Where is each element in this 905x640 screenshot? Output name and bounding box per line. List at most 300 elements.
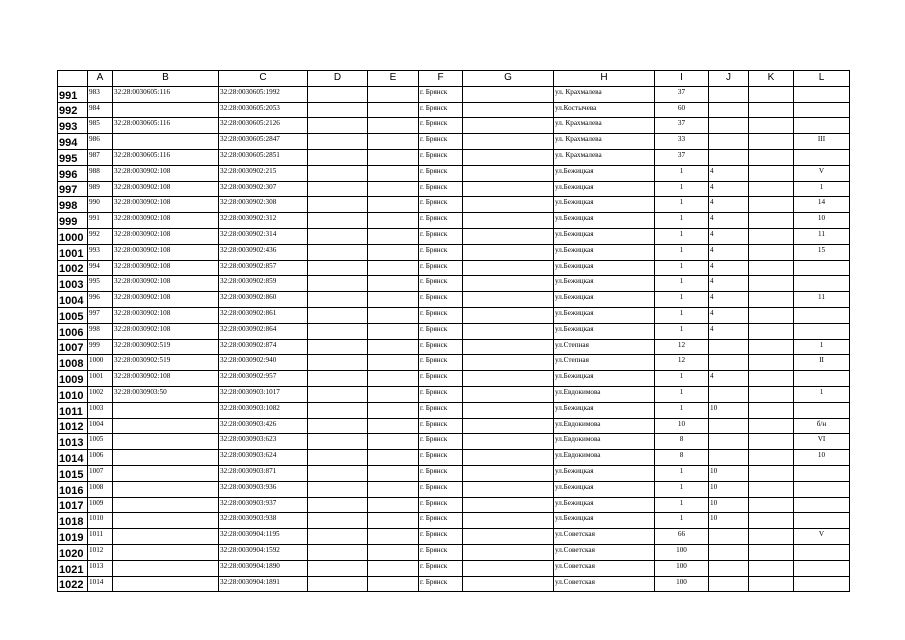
cell-j[interactable]: [709, 102, 749, 118]
cell-l[interactable]: [794, 560, 850, 576]
cell-c[interactable]: 32:28:0030605:2126: [219, 118, 308, 134]
cell-e[interactable]: [368, 181, 419, 197]
cell-g[interactable]: [463, 450, 554, 466]
cell-i[interactable]: 10: [655, 418, 709, 434]
cell-j[interactable]: 10: [709, 481, 749, 497]
row-number[interactable]: 997: [58, 181, 88, 197]
cell-d[interactable]: [308, 560, 368, 576]
cell-f[interactable]: г. Брянск: [419, 102, 463, 118]
column-header-f[interactable]: F: [419, 71, 463, 87]
cell-b[interactable]: 32:28:0030902:108: [113, 228, 219, 244]
cell-i[interactable]: 1: [655, 497, 709, 513]
cell-e[interactable]: [368, 418, 419, 434]
cell-i[interactable]: 8: [655, 434, 709, 450]
cell-g[interactable]: [463, 576, 554, 592]
column-header-d[interactable]: D: [308, 71, 368, 87]
cell-h[interactable]: ул.Бежицкая: [554, 292, 655, 308]
cell-i[interactable]: 100: [655, 560, 709, 576]
cell-d[interactable]: [308, 386, 368, 402]
cell-h[interactable]: ул.Бежицкая: [554, 371, 655, 387]
row-number[interactable]: 1009: [58, 371, 88, 387]
cell-l[interactable]: 1: [794, 386, 850, 402]
cell-k[interactable]: [749, 213, 794, 229]
row-number[interactable]: 1014: [58, 450, 88, 466]
cell-e[interactable]: [368, 576, 419, 592]
column-header-l[interactable]: L: [794, 71, 850, 87]
cell-d[interactable]: [308, 544, 368, 560]
row-number[interactable]: 1012: [58, 418, 88, 434]
cell-h[interactable]: ул.Советская: [554, 576, 655, 592]
cell-b[interactable]: [113, 402, 219, 418]
cell-l[interactable]: II: [794, 355, 850, 371]
cell-f[interactable]: г. Брянск: [419, 228, 463, 244]
cell-a[interactable]: 986: [88, 134, 113, 150]
row-number[interactable]: 1000: [58, 228, 88, 244]
cell-i[interactable]: 1: [655, 181, 709, 197]
column-header-j[interactable]: J: [709, 71, 749, 87]
cell-f[interactable]: г. Брянск: [419, 260, 463, 276]
cell-i[interactable]: 1: [655, 465, 709, 481]
cell-c[interactable]: 32:28:0030902:857: [219, 260, 308, 276]
cell-e[interactable]: [368, 213, 419, 229]
cell-e[interactable]: [368, 386, 419, 402]
cell-a[interactable]: 995: [88, 276, 113, 292]
cell-b[interactable]: 32:28:0030902:108: [113, 181, 219, 197]
cell-j[interactable]: 10: [709, 402, 749, 418]
cell-a[interactable]: 1011: [88, 529, 113, 545]
cell-e[interactable]: [368, 228, 419, 244]
cell-i[interactable]: 1: [655, 386, 709, 402]
cell-i[interactable]: 1: [655, 402, 709, 418]
cell-c[interactable]: 32:28:0030902:215: [219, 165, 308, 181]
cell-f[interactable]: г. Брянск: [419, 86, 463, 102]
cell-a[interactable]: 1008: [88, 481, 113, 497]
cell-j[interactable]: [709, 418, 749, 434]
cell-j[interactable]: [709, 86, 749, 102]
cell-d[interactable]: [308, 292, 368, 308]
cell-h[interactable]: ул.Бежицкая: [554, 402, 655, 418]
cell-f[interactable]: г. Брянск: [419, 386, 463, 402]
cell-a[interactable]: 1007: [88, 465, 113, 481]
row-number[interactable]: 1008: [58, 355, 88, 371]
cell-d[interactable]: [308, 513, 368, 529]
cell-g[interactable]: [463, 529, 554, 545]
cell-j[interactable]: 4: [709, 197, 749, 213]
cell-j[interactable]: 4: [709, 323, 749, 339]
cell-c[interactable]: 32:28:0030902:957: [219, 371, 308, 387]
cell-e[interactable]: [368, 197, 419, 213]
cell-i[interactable]: 1: [655, 292, 709, 308]
cell-l[interactable]: [794, 544, 850, 560]
cell-f[interactable]: г. Брянск: [419, 513, 463, 529]
cell-h[interactable]: ул. Крахмалева: [554, 134, 655, 150]
cell-c[interactable]: 32:28:0030902:860: [219, 292, 308, 308]
cell-c[interactable]: 32:28:0030903:1082: [219, 402, 308, 418]
cell-h[interactable]: ул.Бежицкая: [554, 465, 655, 481]
cell-b[interactable]: [113, 450, 219, 466]
cell-f[interactable]: г. Брянск: [419, 576, 463, 592]
cell-h[interactable]: ул.Бежицкая: [554, 323, 655, 339]
cell-c[interactable]: 32:28:0030904:1592: [219, 544, 308, 560]
cell-j[interactable]: [709, 386, 749, 402]
cell-e[interactable]: [368, 481, 419, 497]
cell-l[interactable]: [794, 307, 850, 323]
cell-a[interactable]: 988: [88, 165, 113, 181]
cell-i[interactable]: 1: [655, 197, 709, 213]
cell-i[interactable]: 1: [655, 260, 709, 276]
cell-e[interactable]: [368, 276, 419, 292]
cell-c[interactable]: 32:28:0030903:426: [219, 418, 308, 434]
cell-e[interactable]: [368, 86, 419, 102]
row-number[interactable]: 996: [58, 165, 88, 181]
cell-a[interactable]: 989: [88, 181, 113, 197]
cell-b[interactable]: 32:28:0030902:108: [113, 276, 219, 292]
cell-k[interactable]: [749, 465, 794, 481]
cell-b[interactable]: 32:28:0030902:108: [113, 292, 219, 308]
row-number[interactable]: 1020: [58, 544, 88, 560]
cell-h[interactable]: ул.Евдокимова: [554, 434, 655, 450]
cell-b[interactable]: [113, 576, 219, 592]
cell-i[interactable]: 100: [655, 576, 709, 592]
cell-h[interactable]: ул.Евдокимова: [554, 386, 655, 402]
cell-k[interactable]: [749, 181, 794, 197]
row-number[interactable]: 1004: [58, 292, 88, 308]
cell-b[interactable]: 32:28:0030605:116: [113, 86, 219, 102]
cell-a[interactable]: 998: [88, 323, 113, 339]
cell-a[interactable]: 1012: [88, 544, 113, 560]
cell-e[interactable]: [368, 402, 419, 418]
cell-e[interactable]: [368, 355, 419, 371]
cell-l[interactable]: III: [794, 134, 850, 150]
cell-l[interactable]: 14: [794, 197, 850, 213]
cell-l[interactable]: [794, 371, 850, 387]
cell-b[interactable]: [113, 102, 219, 118]
cell-k[interactable]: [749, 544, 794, 560]
cell-e[interactable]: [368, 244, 419, 260]
cell-l[interactable]: [794, 481, 850, 497]
row-number[interactable]: 1011: [58, 402, 88, 418]
cell-f[interactable]: г. Брянск: [419, 371, 463, 387]
cell-a[interactable]: 996: [88, 292, 113, 308]
cell-h[interactable]: ул.Бежицкая: [554, 260, 655, 276]
cell-d[interactable]: [308, 134, 368, 150]
cell-j[interactable]: 4: [709, 228, 749, 244]
cell-h[interactable]: ул.Бежицкая: [554, 165, 655, 181]
cell-c[interactable]: 32:28:0030902:864: [219, 323, 308, 339]
cell-j[interactable]: 4: [709, 276, 749, 292]
cell-d[interactable]: [308, 260, 368, 276]
cell-g[interactable]: [463, 134, 554, 150]
cell-h[interactable]: ул.Советская: [554, 529, 655, 545]
cell-i[interactable]: 66: [655, 529, 709, 545]
cell-j[interactable]: [709, 149, 749, 165]
cell-g[interactable]: [463, 228, 554, 244]
cell-d[interactable]: [308, 465, 368, 481]
cell-e[interactable]: [368, 450, 419, 466]
cell-j[interactable]: [709, 355, 749, 371]
cell-e[interactable]: [368, 529, 419, 545]
cell-f[interactable]: г. Брянск: [419, 181, 463, 197]
cell-f[interactable]: г. Брянск: [419, 213, 463, 229]
cell-j[interactable]: 4: [709, 165, 749, 181]
row-number[interactable]: 1022: [58, 576, 88, 592]
cell-f[interactable]: г. Брянск: [419, 355, 463, 371]
cell-k[interactable]: [749, 292, 794, 308]
cell-g[interactable]: [463, 213, 554, 229]
cell-a[interactable]: 984: [88, 102, 113, 118]
cell-i[interactable]: 100: [655, 544, 709, 560]
row-number[interactable]: 991: [58, 86, 88, 102]
cell-d[interactable]: [308, 576, 368, 592]
cell-k[interactable]: [749, 276, 794, 292]
cell-f[interactable]: г. Брянск: [419, 434, 463, 450]
cell-l[interactable]: 11: [794, 292, 850, 308]
cell-d[interactable]: [308, 102, 368, 118]
cell-g[interactable]: [463, 260, 554, 276]
cell-k[interactable]: [749, 371, 794, 387]
cell-h[interactable]: ул.Бежицкая: [554, 481, 655, 497]
cell-i[interactable]: 12: [655, 355, 709, 371]
cell-g[interactable]: [463, 165, 554, 181]
cell-b[interactable]: 32:28:0030902:108: [113, 197, 219, 213]
cell-k[interactable]: [749, 134, 794, 150]
cell-k[interactable]: [749, 307, 794, 323]
cell-e[interactable]: [368, 307, 419, 323]
cell-a[interactable]: 1004: [88, 418, 113, 434]
cell-i[interactable]: 1: [655, 213, 709, 229]
cell-e[interactable]: [368, 165, 419, 181]
cell-j[interactable]: 4: [709, 260, 749, 276]
cell-f[interactable]: г. Брянск: [419, 418, 463, 434]
cell-c[interactable]: 32:28:0030605:2847: [219, 134, 308, 150]
cell-f[interactable]: г. Брянск: [419, 165, 463, 181]
cell-d[interactable]: [308, 529, 368, 545]
cell-c[interactable]: 32:28:0030902:859: [219, 276, 308, 292]
cell-k[interactable]: [749, 118, 794, 134]
column-header-e[interactable]: E: [368, 71, 419, 87]
cell-h[interactable]: ул.Бежицкая: [554, 497, 655, 513]
cell-j[interactable]: [709, 134, 749, 150]
cell-d[interactable]: [308, 197, 368, 213]
cell-j[interactable]: [709, 529, 749, 545]
cell-h[interactable]: ул. Крахмалева: [554, 149, 655, 165]
cell-a[interactable]: 983: [88, 86, 113, 102]
cell-g[interactable]: [463, 292, 554, 308]
column-header-b[interactable]: B: [113, 71, 219, 87]
cell-f[interactable]: г. Брянск: [419, 544, 463, 560]
cell-d[interactable]: [308, 402, 368, 418]
row-number[interactable]: 1001: [58, 244, 88, 260]
cell-g[interactable]: [463, 181, 554, 197]
cell-b[interactable]: [113, 497, 219, 513]
cell-b[interactable]: [113, 513, 219, 529]
cell-e[interactable]: [368, 434, 419, 450]
cell-k[interactable]: [749, 149, 794, 165]
cell-b[interactable]: 32:28:0030902:108: [113, 213, 219, 229]
cell-k[interactable]: [749, 386, 794, 402]
cell-l[interactable]: [794, 149, 850, 165]
column-header-i[interactable]: I: [655, 71, 709, 87]
cell-k[interactable]: [749, 513, 794, 529]
cell-g[interactable]: [463, 371, 554, 387]
cell-i[interactable]: 33: [655, 134, 709, 150]
cell-k[interactable]: [749, 244, 794, 260]
cell-j[interactable]: 4: [709, 244, 749, 260]
cell-c[interactable]: 32:28:0030904:1891: [219, 576, 308, 592]
cell-f[interactable]: г. Брянск: [419, 560, 463, 576]
cell-i[interactable]: 37: [655, 118, 709, 134]
cell-g[interactable]: [463, 386, 554, 402]
cell-k[interactable]: [749, 434, 794, 450]
cell-a[interactable]: 1000: [88, 355, 113, 371]
cell-b[interactable]: [113, 434, 219, 450]
cell-f[interactable]: г. Брянск: [419, 497, 463, 513]
cell-k[interactable]: [749, 450, 794, 466]
cell-g[interactable]: [463, 86, 554, 102]
row-number[interactable]: 1015: [58, 465, 88, 481]
row-number[interactable]: 1019: [58, 529, 88, 545]
cell-i[interactable]: 60: [655, 102, 709, 118]
cell-h[interactable]: ул.Степная: [554, 339, 655, 355]
cell-a[interactable]: 1003: [88, 402, 113, 418]
cell-l[interactable]: [794, 102, 850, 118]
cell-b[interactable]: 32:28:0030902:108: [113, 307, 219, 323]
cell-d[interactable]: [308, 244, 368, 260]
cell-g[interactable]: [463, 560, 554, 576]
cell-f[interactable]: г. Брянск: [419, 118, 463, 134]
cell-i[interactable]: 37: [655, 86, 709, 102]
cell-c[interactable]: 32:28:0030903:938: [219, 513, 308, 529]
cell-k[interactable]: [749, 102, 794, 118]
cell-h[interactable]: ул.Бежицкая: [554, 197, 655, 213]
cell-k[interactable]: [749, 529, 794, 545]
row-number[interactable]: 1005: [58, 307, 88, 323]
row-number[interactable]: 1002: [58, 260, 88, 276]
cell-h[interactable]: ул.Бежицкая: [554, 228, 655, 244]
cell-e[interactable]: [368, 371, 419, 387]
cell-b[interactable]: 32:28:0030903:50: [113, 386, 219, 402]
cell-b[interactable]: [113, 560, 219, 576]
cell-c[interactable]: 32:28:0030902:874: [219, 339, 308, 355]
cell-i[interactable]: 1: [655, 244, 709, 260]
row-number[interactable]: 1016: [58, 481, 88, 497]
cell-d[interactable]: [308, 181, 368, 197]
cell-c[interactable]: 32:28:0030902:940: [219, 355, 308, 371]
cell-k[interactable]: [749, 323, 794, 339]
cell-b[interactable]: 32:28:0030902:519: [113, 355, 219, 371]
cell-d[interactable]: [308, 434, 368, 450]
cell-d[interactable]: [308, 339, 368, 355]
cell-j[interactable]: 4: [709, 371, 749, 387]
cell-a[interactable]: 1002: [88, 386, 113, 402]
cell-e[interactable]: [368, 134, 419, 150]
cell-f[interactable]: г. Брянск: [419, 149, 463, 165]
cell-g[interactable]: [463, 197, 554, 213]
cell-l[interactable]: 11: [794, 228, 850, 244]
row-number[interactable]: 1010: [58, 386, 88, 402]
cell-c[interactable]: 32:28:0030902:307: [219, 181, 308, 197]
row-number[interactable]: 1007: [58, 339, 88, 355]
row-number[interactable]: 993: [58, 118, 88, 134]
cell-e[interactable]: [368, 102, 419, 118]
cell-l[interactable]: [794, 118, 850, 134]
cell-i[interactable]: 37: [655, 149, 709, 165]
cell-b[interactable]: 32:28:0030902:108: [113, 323, 219, 339]
cell-c[interactable]: 32:28:0030902:312: [219, 213, 308, 229]
cell-g[interactable]: [463, 544, 554, 560]
cell-d[interactable]: [308, 118, 368, 134]
column-header-k[interactable]: K: [749, 71, 794, 87]
cell-d[interactable]: [308, 371, 368, 387]
cell-k[interactable]: [749, 228, 794, 244]
column-header-h[interactable]: H: [554, 71, 655, 87]
cell-e[interactable]: [368, 560, 419, 576]
column-header-a[interactable]: A: [88, 71, 113, 87]
column-header-g[interactable]: G: [463, 71, 554, 87]
cell-h[interactable]: ул.Евдокимова: [554, 418, 655, 434]
cell-d[interactable]: [308, 276, 368, 292]
cell-a[interactable]: 985: [88, 118, 113, 134]
cell-l[interactable]: 10: [794, 213, 850, 229]
cell-h[interactable]: ул.Бежицкая: [554, 513, 655, 529]
cell-c[interactable]: 32:28:0030904:1195: [219, 529, 308, 545]
cell-c[interactable]: 32:28:0030605:1992: [219, 86, 308, 102]
cell-b[interactable]: 32:28:0030902:108: [113, 165, 219, 181]
cell-l[interactable]: VI: [794, 434, 850, 450]
cell-h[interactable]: ул.Бежицкая: [554, 181, 655, 197]
cell-a[interactable]: 1001: [88, 371, 113, 387]
cell-d[interactable]: [308, 228, 368, 244]
cell-g[interactable]: [463, 434, 554, 450]
cell-d[interactable]: [308, 481, 368, 497]
row-number[interactable]: 1018: [58, 513, 88, 529]
row-number[interactable]: 1003: [58, 276, 88, 292]
cell-c[interactable]: 32:28:0030902:314: [219, 228, 308, 244]
cell-c[interactable]: 32:28:0030903:1017: [219, 386, 308, 402]
cell-c[interactable]: 32:28:0030902:308: [219, 197, 308, 213]
cell-f[interactable]: г. Брянск: [419, 197, 463, 213]
cell-d[interactable]: [308, 307, 368, 323]
cell-i[interactable]: 1: [655, 165, 709, 181]
cell-i[interactable]: 1: [655, 323, 709, 339]
cell-f[interactable]: г. Брянск: [419, 465, 463, 481]
cell-j[interactable]: 4: [709, 307, 749, 323]
cell-j[interactable]: 4: [709, 213, 749, 229]
cell-b[interactable]: 32:28:0030605:116: [113, 118, 219, 134]
cell-a[interactable]: 1013: [88, 560, 113, 576]
cell-a[interactable]: 994: [88, 260, 113, 276]
cell-e[interactable]: [368, 323, 419, 339]
cell-e[interactable]: [368, 339, 419, 355]
cell-b[interactable]: [113, 134, 219, 150]
cell-h[interactable]: ул.Бежицкая: [554, 244, 655, 260]
row-number[interactable]: 1021: [58, 560, 88, 576]
cell-a[interactable]: 1005: [88, 434, 113, 450]
cell-l[interactable]: [794, 465, 850, 481]
cell-b[interactable]: 32:28:0030902:108: [113, 371, 219, 387]
cell-g[interactable]: [463, 402, 554, 418]
cell-g[interactable]: [463, 323, 554, 339]
cell-a[interactable]: 1014: [88, 576, 113, 592]
cell-c[interactable]: 32:28:0030902:436: [219, 244, 308, 260]
cell-i[interactable]: 1: [655, 481, 709, 497]
cell-d[interactable]: [308, 450, 368, 466]
cell-a[interactable]: 991: [88, 213, 113, 229]
cell-d[interactable]: [308, 355, 368, 371]
cell-f[interactable]: г. Брянск: [419, 402, 463, 418]
cell-e[interactable]: [368, 149, 419, 165]
cell-j[interactable]: [709, 544, 749, 560]
